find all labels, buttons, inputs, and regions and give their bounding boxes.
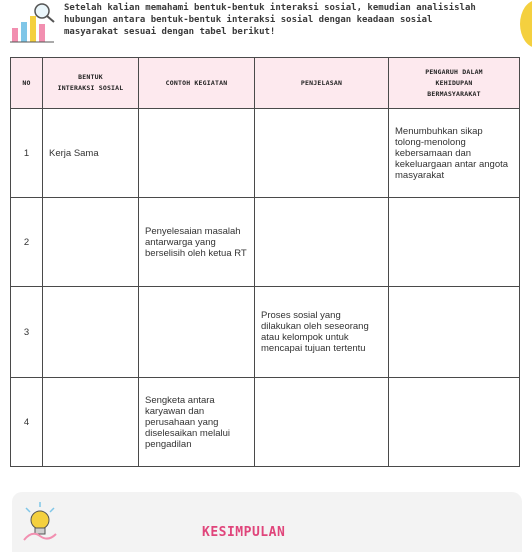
cell-no: 3	[11, 287, 43, 378]
cell-bentuk[interactable]	[43, 287, 139, 378]
header-no: NO	[11, 58, 43, 109]
analysis-table-container	[10, 57, 519, 468]
table-row	[11, 287, 520, 378]
cell-pengaruh[interactable]: Menumbuhkan sikap tolong-menolong kebersamaan dan kekeluargaan antar angota masyarakat	[389, 109, 520, 198]
analysis-table	[10, 57, 520, 467]
analysis-chart-icon	[8, 2, 60, 46]
conclusion-panel	[12, 492, 522, 552]
cell-pengaruh[interactable]	[389, 378, 520, 467]
header-bentuk-line-1: BENTUK	[78, 73, 103, 81]
cell-no: 1	[11, 109, 43, 198]
cell-penjelasan[interactable]: Proses sosial yang dilakukan oleh seseorang atau kelompok untuk mencapai tujuan tertentu	[255, 287, 389, 378]
cell-contoh[interactable]: Penyelesaian masalah antarwarga yang berselisih oleh ketua RT	[139, 198, 255, 287]
cell-pengaruh[interactable]	[389, 198, 520, 287]
cell-pengaruh[interactable]	[389, 287, 520, 378]
cell-no: 2	[11, 198, 43, 287]
table-row	[11, 378, 520, 467]
cell-penjelasan[interactable]	[255, 198, 389, 287]
conclusion-title: KESIMPULAN	[202, 525, 286, 540]
cell-contoh[interactable]: Sengketa antara karyawan dan perusahaan yang diselesaikan melalui pengadilan	[139, 378, 255, 467]
table-row	[11, 109, 520, 198]
cell-no: 4	[11, 378, 43, 467]
lightbulb-icon	[20, 500, 60, 543]
table-row	[11, 198, 520, 287]
instruction-line-2: hubungan antara bentuk-bentuk interaksi sosial dengan keadaan sosial	[64, 15, 433, 25]
cell-bentuk[interactable]	[43, 378, 139, 467]
instruction-text	[64, 2, 524, 38]
instruction-line-3: masyarakat sesuai dengan tabel berikut!	[64, 27, 276, 37]
cell-penjelasan[interactable]	[255, 378, 389, 467]
header-pengaruh-line-1: PENGARUH DALAM	[425, 67, 483, 76]
header-pengaruh-line-3: BERMASYARAKAT	[427, 89, 481, 98]
header-penjelasan: PENJELASAN	[255, 58, 389, 109]
cell-contoh[interactable]	[139, 109, 255, 198]
header-bentuk-line-2: INTERAKSI SOSIAL	[57, 84, 124, 92]
table-header-row	[11, 58, 520, 109]
cell-contoh[interactable]	[139, 287, 255, 378]
cell-bentuk[interactable]	[43, 198, 139, 287]
instruction-line-1: Setelah kalian memahami bentuk-bentuk interaksi sosial, kemudian analisislah	[64, 3, 476, 13]
cell-bentuk[interactable]: Kerja Sama	[43, 109, 139, 198]
cell-penjelasan[interactable]	[255, 109, 389, 198]
header-bentuk	[43, 58, 139, 109]
header-contoh: CONTOH KEGIATAN	[139, 58, 255, 109]
header-pengaruh	[389, 58, 520, 109]
header-pengaruh-line-2: KEHIDUPAN	[435, 78, 473, 87]
